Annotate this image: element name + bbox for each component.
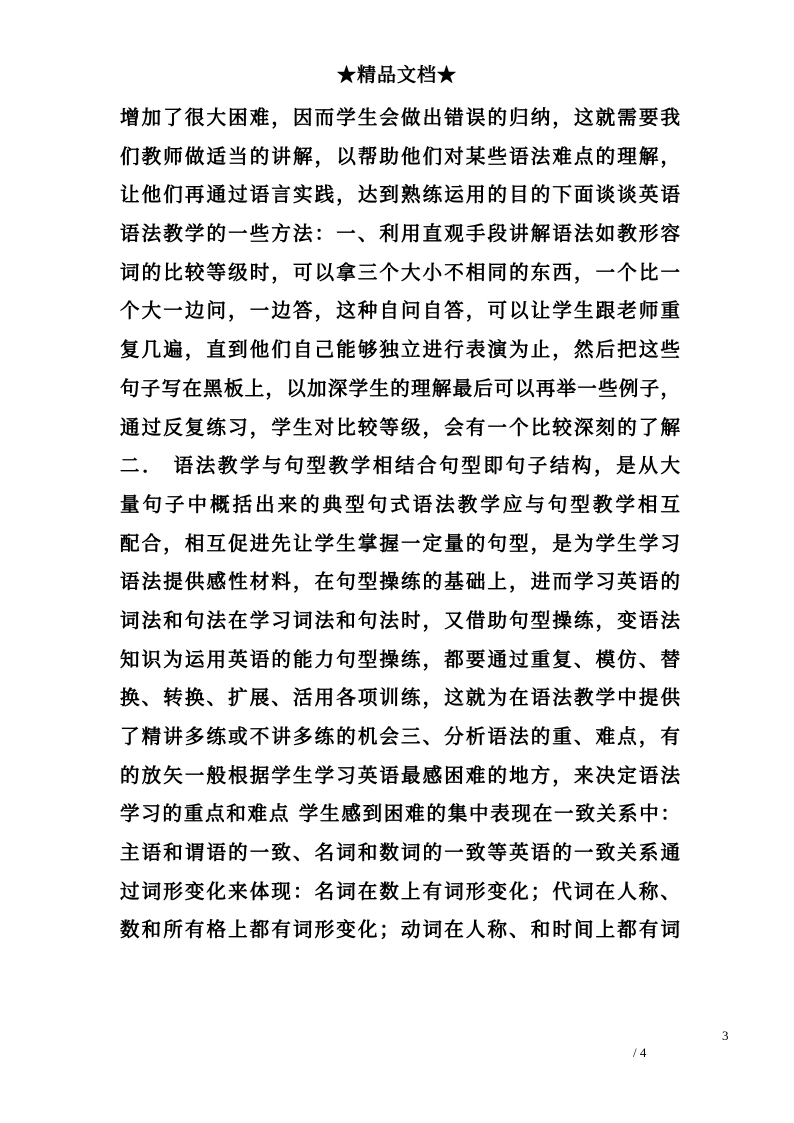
document-body [120,99,680,950]
body-line: 二． 语法教学与句型教学相结合句型即句子结构，是从大 [120,454,680,478]
body-line: 增加了很大困难，因而学生会做出错误的归纳，这就需要我 [120,106,680,129]
body-line: 了精讲多练或不讲多练的机会三、分析语法的重、难点，有 [120,725,680,748]
body-line: 词法和句法在学习词法和句法时，又借助句型操练，变语法 [120,608,680,632]
body-line: 让他们再通过语言实践，达到熟练运用的目的下面谈谈英语 [120,183,680,207]
body-line: 学习的重点和难点 学生感到困难的集中表现在一致关系中： [120,802,680,826]
body-line: 数和所有格上都有词形变化；动词在人称、和时间上都有词 [120,918,680,942]
body-line: 的放矢一般根据学生学习英语最感困难的地方，来决定语法 [120,763,680,787]
body-line: 个大一边问，一边答，这种自问自答，可以让学生跟老师重 [120,299,680,323]
body-line: 过词形变化来体现：名词在数上有词形变化；代词在人称、 [120,879,680,903]
page-number: 3 [722,1028,729,1043]
body-line: 们教师做适当的讲解，以帮助他们对某些语法难点的理解， [120,144,680,168]
body-line: 复几遍，直到他们自己能够独立进行表演为止，然后把这些 [120,338,680,362]
body-line: 知识为运用英语的能力句型操练，都要通过重复、模仿、替 [120,647,680,671]
document-header-title: ★精品文档★ [336,64,457,86]
body-line: 量句子中概括出来的典型句式语法教学应与句型教学相互 [120,492,680,516]
body-line: 主语和谓语的一致、名词和数词的一致等英语的一致关系通 [120,841,680,865]
page-total: / 4 [633,1045,647,1060]
body-line: 语法教学的一些方法：一、利用直观手段讲解语法如教形容 [120,222,680,246]
body-line: 换、转换、扩展、活用各项训练，这就为在语法教学中提供 [120,686,680,710]
body-line: 通过反复练习，学生对比较等级，会有一个比较深刻的了解 [120,415,680,439]
body-line: 语法提供感性材料，在句型操练的基础上，进而学习英语的 [120,570,680,594]
body-line: 配合，相互促进先让学生掌握一定量的句型，是为学生学习 [120,531,680,555]
body-line: 句子写在黑板上，以加深学生的理解最后可以再举一些例子， [120,376,680,400]
body-line: 词的比较等级时，可以拿三个大小不相同的东西，一个比一 [120,260,680,284]
